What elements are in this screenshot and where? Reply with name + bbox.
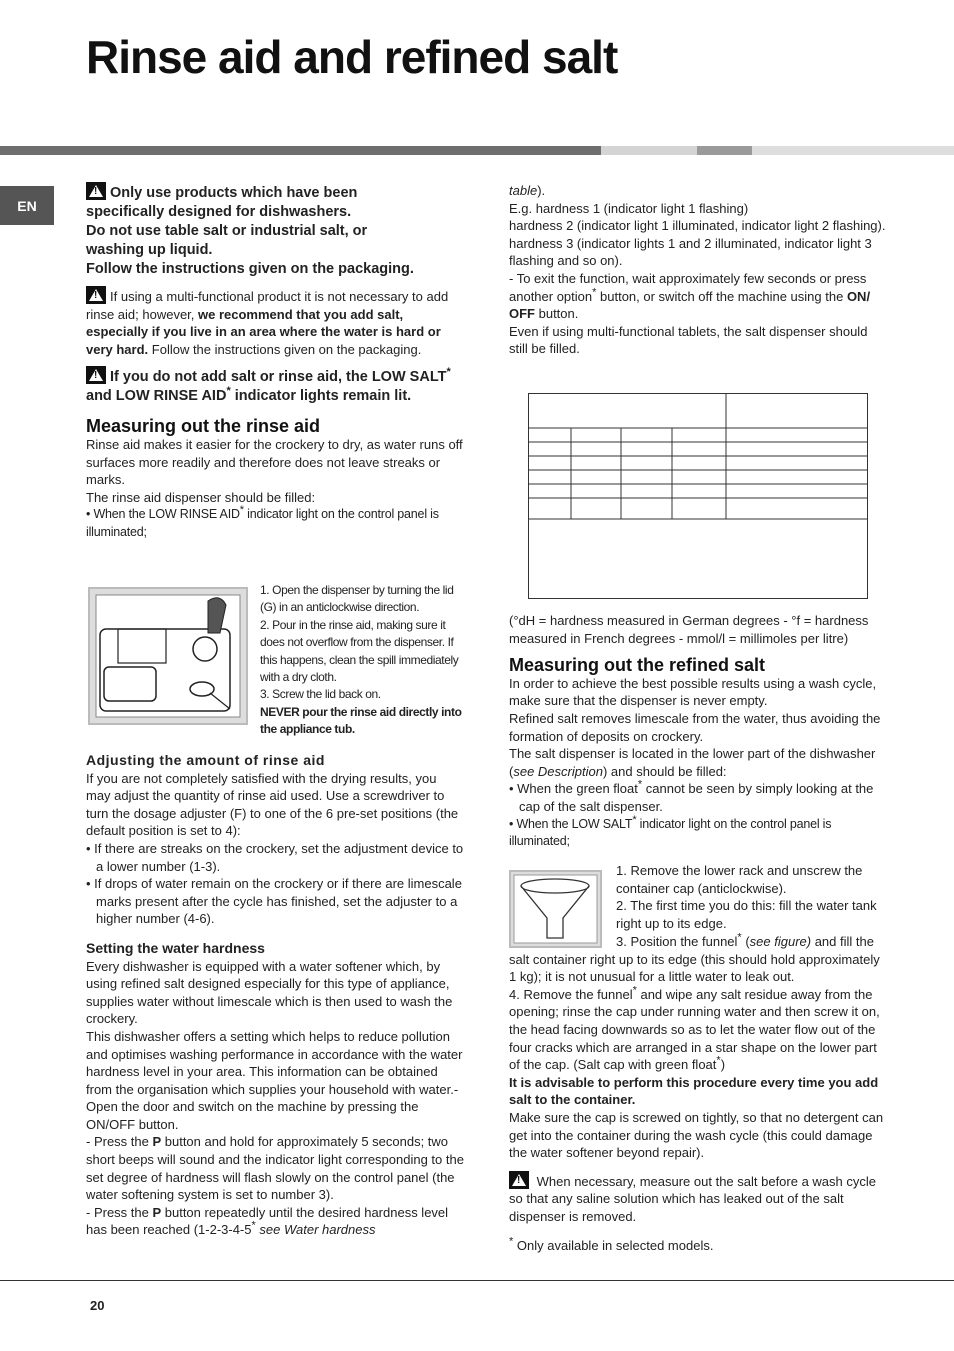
tablets-note: Even if using multi-functional tablets, the salt dispenser should still be filled. <box>509 323 868 357</box>
hardness-units-note: (°dH = hardness measured in German degrees - °f = hardness measured in French degrees - mmol/l = millimoles per litre) <box>509 613 869 646</box>
rinse-aid-intro: Rinse aid makes it easier for the crockery to dry, as water runs off surfaces more readily and therefore does not leave streaks or marks. <box>86 436 463 488</box>
rinse-aid-steps <box>260 582 466 739</box>
rinse-step-2: 2. Pour in the rinse aid, making sure it does not overflow from the dispenser. If this happens, clean the spill immediately with a dry cloth. <box>260 617 459 685</box>
rinse-aid-heading: Measuring out the rinse aid <box>86 416 321 437</box>
header-bar-light-end <box>752 146 954 155</box>
adjust-intro: If you are not completely satisfied with the drying results, you may adjust the quantity of rinse aid used. Use a screwdriver to turn the dosage adjuster (F) to one of the 6 pre-set positions (the default position is set to 4): <box>86 770 459 839</box>
salt-para-1: In order to achieve the best possible results using a wash cycle, make sure that the dispenser is never empty. <box>509 675 877 709</box>
rinse-aid-dispenser-figure <box>88 587 248 725</box>
salt-bullet-2: • When the LOW SALT* indicator light on the control panel is illuminated; <box>509 813 832 848</box>
warning-icon <box>86 366 106 384</box>
rinse-step-3: 3. Screw the lid back on. <box>260 687 381 702</box>
header-bar-light <box>601 146 697 155</box>
header-bar-mid <box>697 146 752 155</box>
example-2: hardness 2 (indicator light 1 illuminated, indicator light 2 flashing). <box>509 218 886 234</box>
warning-multifunctional: !If using a multi-functional product it is not necessary to add rinse aid; however, we recommend that you add salt, especially if you live in an area where the water is hard or very hard. Follow the instructions given on the packaging. <box>86 286 464 358</box>
water-para-1: Every dishwasher is equipped with a water softener which, by using refined salt designed especially for this type of appliance, supplies water without limescale which is then used to wash the crockery. <box>86 958 453 1027</box>
rinse-never-warning: NEVER pour the rinse aid directly into the appliance tub. <box>260 704 462 737</box>
salt-cap-note: Make sure the cap is screwed on tightly, so that no detergent can get into the container during the wash cycle (this could damage the water softener beyond repair). <box>509 1109 884 1161</box>
salt-step-4: 4. Remove the funnel* and wipe any salt residue away from the opening; rinse the cap under running water and then screw it on, the head facing downwards so as to let the water flow out of the four cracks which are arranged in a star shape on the lower part of the cap. (Salt cap with green float*) <box>509 984 880 1073</box>
warning-products: !Only use products which have been specifically designed for dishwashers. Do not use table salt or industrial salt, or washing up liquid. Follow the instructions given on the packaging. <box>86 182 464 279</box>
rinse-step-1: 1. Open the dispenser by turning the lid (G) in an anticlockwise direction. <box>260 583 454 615</box>
page-title: Rinse aid and refined salt <box>86 31 618 83</box>
left-column-lower <box>86 752 464 1239</box>
adjust-bullet-1: • If there are streaks on the crockery, set the adjustment device to a lower number (1-3). <box>86 840 464 874</box>
rinse-aid-fill: The rinse aid dispenser should be filled: <box>86 489 316 505</box>
refined-salt-heading: Measuring out the refined salt <box>509 655 766 676</box>
water-hardness-table <box>528 393 868 599</box>
water-para-2: This dishwasher offers a setting which helps to reduce pollution and optimises washing performance in accordance with the water hardness level in your area. This information can be obtained from the organisation which supplies your household with water.- Open the door and switch on the machine by pressing the ON/OFF button. <box>86 1028 463 1132</box>
dispenser-illustration <box>90 589 246 723</box>
salt-para-2: Refined salt removes limescale from the water, thus avoiding the formation of deposits on crockery. <box>509 710 881 744</box>
salt-step-1: 1. Remove the lower rack and unscrew the container cap (anticlockwise). <box>616 863 863 896</box>
salt-step-3: 3. Position the funnel* (see figure) and fill the salt container right up to its edge (this should hold approximately 1 kg); it is not unusual for a little water to leak out. <box>509 931 880 985</box>
footer-rule <box>0 1280 954 1281</box>
water-para-3: - Press the P button and hold for approximately 5 seconds; two short beeps will sound and the indicator light corresponding to the set degree of hardness will flash slowly on the control panel (the water softening system is set to number 3). <box>86 1134 464 1203</box>
salt-bullet-1: • When the green float* cannot be seen by simply looking at the cap of the salt dispenser. <box>509 779 874 814</box>
hardness-table-grid <box>529 394 867 598</box>
continued-text: table). <box>509 183 546 198</box>
example-3: hardness 3 (indicator lights 1 and 2 illuminated, indicator light 3 flashing and so on). <box>509 235 872 269</box>
footnote: * Only available in selected models. <box>509 1235 714 1253</box>
salt-para-3: The salt dispenser is located in the lower part of the dishwasher (see Description) and should be filled: <box>509 746 876 779</box>
exit-function: - To exit the function, wait approximately few seconds or press another option* button, or switch off the machine using the ON/ OFF button. <box>509 270 871 322</box>
example-1: E.g. hardness 1 (indicator light 1 flashing) <box>509 200 749 216</box>
rinse-aid-bullet: • When the LOW RINSE AID* indicator light on the control panel is illuminated; <box>86 504 439 539</box>
adjust-bullet-2: • If drops of water remain on the crockery or if there are limescale marks present after the cycle has finished, set the adjuster to a higher number (4-6). <box>86 876 462 927</box>
water-hardness-heading: Setting the water hardness <box>86 939 265 956</box>
language-tab: EN <box>0 186 54 225</box>
salt-steps-top <box>616 862 890 932</box>
salt-step-2: 2. The first time you do this: fill the water tank right up to its edge. <box>616 898 877 931</box>
page-number: 20 <box>90 1298 105 1313</box>
right-column <box>509 182 889 358</box>
warning-low-lights: !If you do not add salt or rinse aid, the LOW SALT* and LOW RINSE AID* indicator lights remain lit. <box>86 366 464 406</box>
adjust-heading: Adjusting the amount of rinse aid <box>86 752 325 768</box>
salt-advisable: It is advisable to perform this procedure every time you add salt to the container. <box>509 1074 879 1108</box>
salt-steps-bottom <box>509 933 889 1254</box>
salt-warning: ! When necessary, measure out the salt before a wash cycle so that any saline solution which has leaked out of the salt dispenser is removed. <box>509 1171 889 1226</box>
water-para-4: - Press the P button repeatedly until the desired hardness level has been reached (1-2-3-4-5* see Water hardness <box>86 1204 449 1238</box>
warning-icon <box>86 286 106 304</box>
header-bar-dark <box>0 146 601 155</box>
warning-icon <box>86 182 106 200</box>
right-column-lower <box>509 612 889 850</box>
left-column <box>86 182 464 541</box>
warning-icon <box>509 1171 529 1189</box>
